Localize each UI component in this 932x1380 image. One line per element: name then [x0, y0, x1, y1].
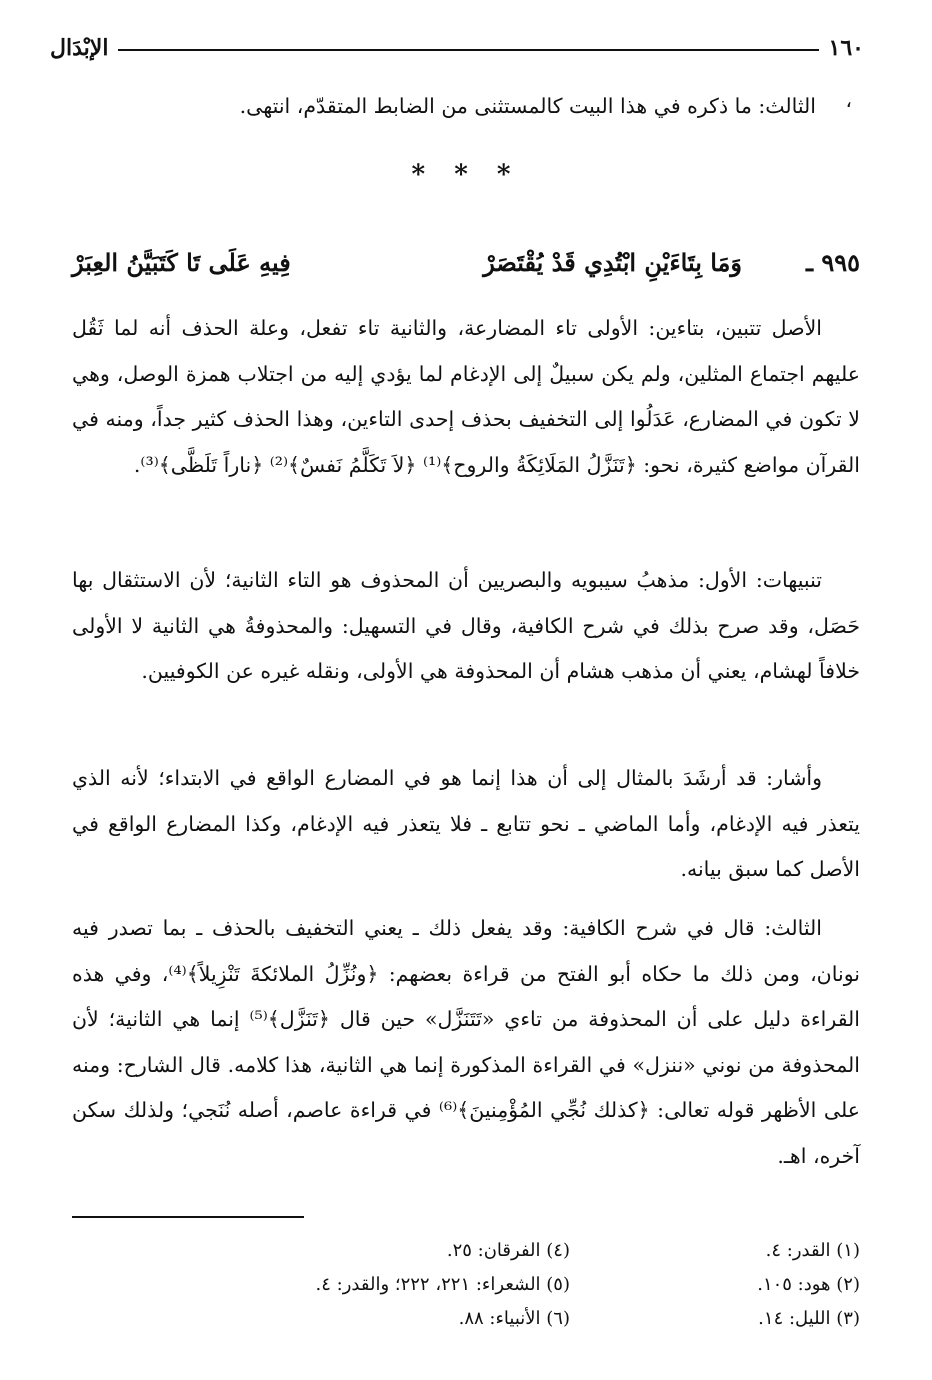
paragraph-notes-third: الثالث: قال في شرح الكافية: وقد يفعل ذلك ـ يعني التخفيف بالحذف ـ بما تصدر فيه نونان، ومن ذلك ما حكاه أبو الفتح من قراءة بعضهم: ﴿ونُزِّلُ الملائكةَ تَنْزِيلاً﴾⁽⁴⁾، وفي هذه القراءة دليل على أن المحذوفة من تاءي «تَتَنَزَّل» حين قال ﴿تَنَزَّل﴾⁽⁵⁾ إنما هي الثانية؛ لأن المحذوفة من نوني «ننزل» في القراءة المذكورة إنما هي الثانية، هذا كلامه. قال الشارح: ومنه على الأظهر قوله تعالى: ﴿كذلك نُجِّي المُؤْمِنينَ﴾⁽⁶⁾ في قراءة عاصم، أصله نُنَجي؛ ولذلك سكن آخره، اهـ.: [72, 916, 861, 1168]
top-paragraph: [72, 86, 860, 126]
page-header: [50, 30, 864, 66]
paragraph-notes-first: تنبيهات: الأول: مذهبُ سيبويه والبصريين أن المحذوف هو التاء الثانية؛ لأن الاستثقال بها حَصَل، وقد صرح بذلك في شرح الكافية، وقال في التسهيل: والمحذوفةُ هي الثانية لا الأولى خلافاً لهشام، يعني أن مذهب هشام أن المحذوفة هي الأولى، ونقله غيره عن الكوفيين.: [72, 568, 860, 683]
footnote-item: (٣) الليل: ١٤.: [758, 1308, 860, 1329]
footnote-item: (٢) هود: ١٠٥.: [757, 1274, 860, 1295]
footnote-item: (٦) الأنبياء: ٨٨.: [458, 1308, 570, 1329]
footnotes-column-left: [230, 1234, 570, 1336]
header-rule: [118, 49, 818, 51]
verse-line: [72, 242, 860, 292]
section-separator-stars: * * *: [411, 160, 521, 190]
footnotes-column-right: [520, 1234, 860, 1336]
chapter-title: الإبْدَال: [50, 35, 109, 61]
verse-number: ٩٩٥ ـ: [805, 248, 860, 277]
paragraph-bullet: ،: [845, 88, 852, 112]
footnote-item: (١) القدر: ٤.: [765, 1240, 860, 1261]
paragraph-origin: الأصل تتبين، بتاءين: الأولى تاء المضارعة، والثانية تاء تفعل، وعلة الحذف أنه لما ثَقُل عليهم اجتماع المثلين، ولم يكن سبيلٌ إلى الإدغام لما يؤدي إليه من اجتلاب همزة الوصل، وهي لا تكون في المضارع، عَدَلُوا إلى التخفيف بحذف إحدى التاءين، وهذا الحذف كثير جداً، ومنه في القرآن مواضع كثيرة، نحو: ﴿تَنَزَّلُ المَلَائِكَةُ والروح﴾⁽¹⁾ ﴿لاَ تَكَلَّمُ نَفسٌ﴾⁽²⁾ ﴿ناراً تَلَظَّى﴾⁽³⁾.: [72, 316, 860, 477]
footnote-item: (٤) الفرقان: ٢٥.: [446, 1240, 570, 1261]
footnote-item: (٥) الشعراء: ٢٢١، ٢٢٢؛ والقدر: ٤.: [315, 1274, 570, 1295]
verse-second-hemistich: فِيهِ عَلَى تَا كَتَبَيَّنُ العِبَرْ: [72, 248, 291, 277]
verse-first-hemistich: وَمَا بِتَاءَيْنِ ابْتُدِي قَدْ يُقْتَصَرْ: [483, 248, 742, 277]
footnote-separator: [72, 1216, 304, 1218]
paragraph-notes-second: وأشار: قد أرشَدَ بالمثال إلى أن هذا إنما هو في المضارع الواقع في الابتداء؛ لأنه الذي يتعذر فيه الإدغام، وأما الماضي ـ نحو تتابع ـ فلا يتعذر فيه الإدغام، وكذا المضارع الواقع في الأصل كما سبق بيانه.: [72, 766, 860, 881]
top-paragraph-text: الثالث: ما ذكره في هذا البيت كالمستثنى من الضابط المتقدّم، انتهى.: [239, 94, 816, 118]
page-number: ١٦٠: [828, 35, 864, 61]
